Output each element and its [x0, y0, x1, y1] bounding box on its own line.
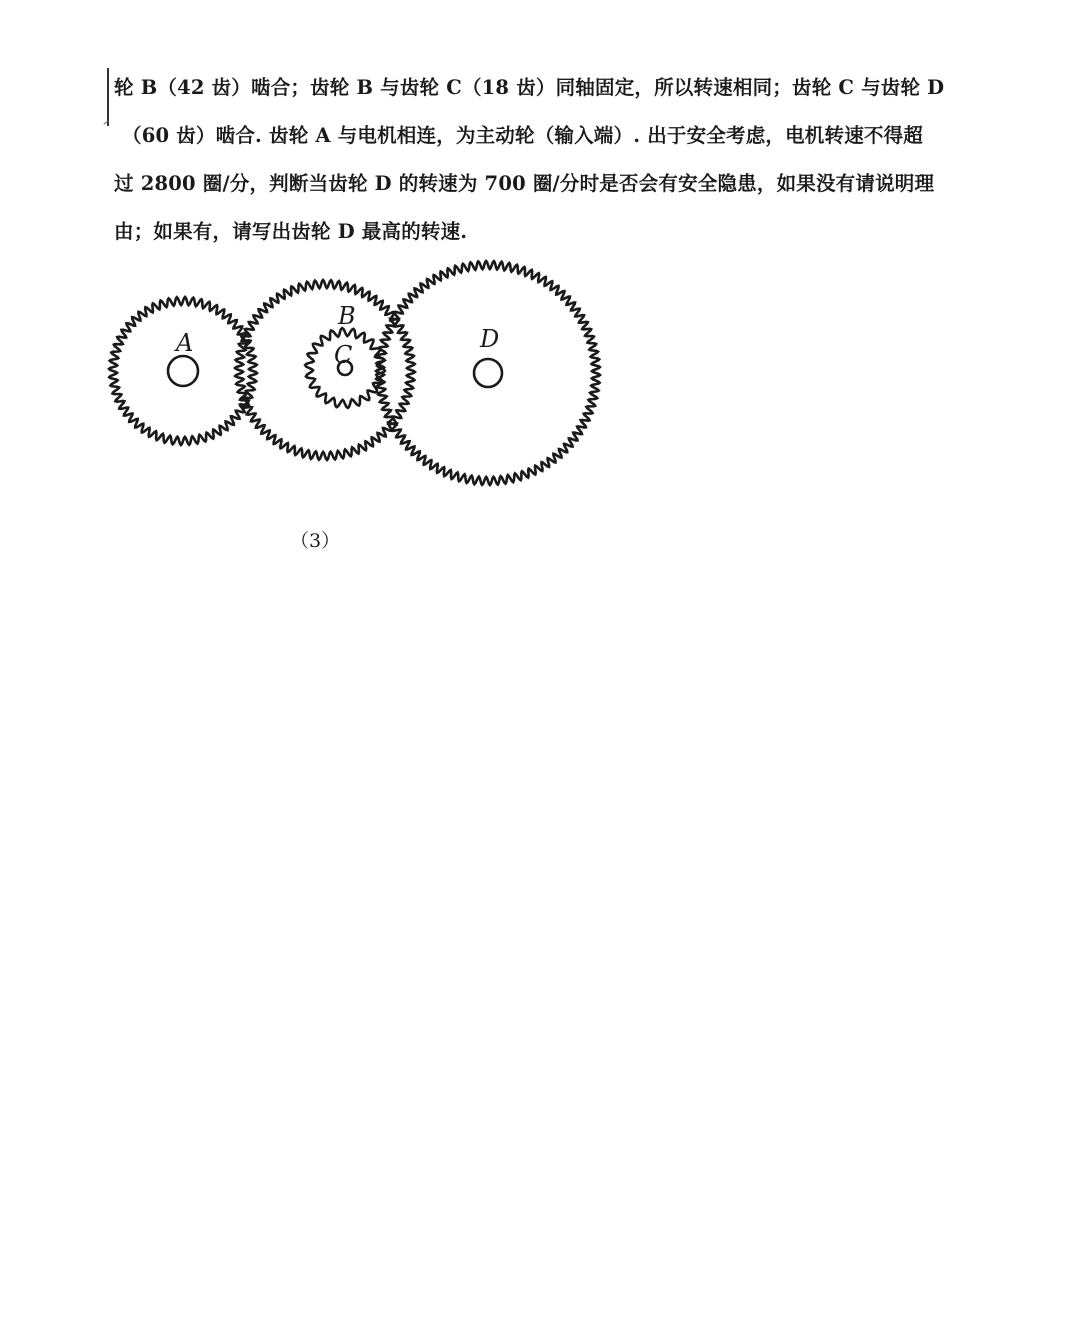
- gear-c-label: C: [334, 341, 353, 369]
- figure-caption: （3）: [290, 530, 341, 552]
- gear-d-label: D: [480, 325, 500, 353]
- gear-diagram: [100, 255, 610, 495]
- gear-b-outline: [235, 280, 415, 460]
- problem-statement: [114, 64, 974, 256]
- problem-line-3: 过 2800 圈/分，判断当齿轮 D 的转速为 700 圈/分时是否会有安全隐患，如果没有请说明理: [114, 172, 935, 195]
- gear-b-label: B: [338, 302, 356, 330]
- gear-a-label: A: [176, 329, 194, 357]
- gear-d-axle-hole: [474, 359, 502, 387]
- problem-line-1: 轮 B（42 齿）啮合；齿轮 B 与齿轮 C（18 齿）同轴固定，所以转速相同；齿轮 C 与齿轮 D: [114, 76, 945, 99]
- problem-line-4: 由；如果有，请写出齿轮 D 最高的转速.: [114, 220, 468, 243]
- margin-binding-line: [107, 68, 109, 126]
- gear-a-axle-hole: [168, 356, 198, 386]
- problem-line-2: （60 齿）啮合. 齿轮 A 与电机相连，为主动轮（输入端）. 出于安全考虑，电机转速不得超: [122, 124, 923, 147]
- gear-a-outline: [109, 297, 257, 445]
